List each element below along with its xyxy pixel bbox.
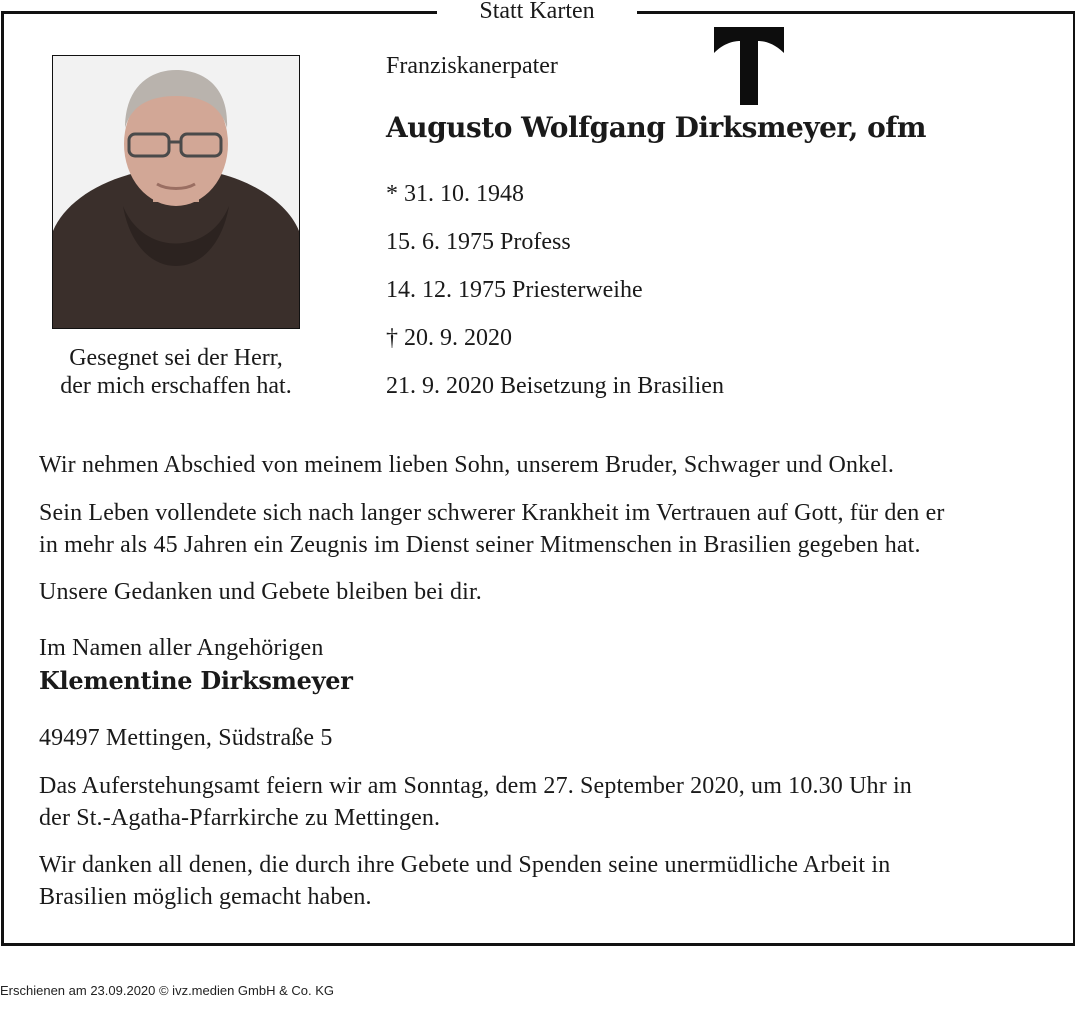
date-death: † 20. 9. 2020 [386,325,512,351]
message-paragraph-2-line-2: in mehr als 45 Jahren ein Zeugnis im Dienst seiner Mitmenschen in Brasilien gegeben hat. [39,532,921,558]
message-paragraph-3: Unsere Gedanken und Gebete bleiben bei dir. [39,579,482,605]
deceased-title: Franziskanerpater [386,53,558,79]
message-paragraph-1: Wir nehmen Abschied von meinem lieben Sohn, unserem Bruder, Schwager und Onkel. [39,452,895,478]
portrait-photo [52,55,300,329]
service-notice [39,770,1039,834]
header-label: Statt Karten [437,0,637,25]
date-birth: * 31. 10. 1948 [386,181,524,207]
motto-line-1: Gesegnet sei der Herr, [69,345,283,371]
service-line-2: der St.-Agatha-Pfarrkirche zu Mettingen. [39,805,441,831]
portrait-image [53,56,299,328]
publication-footer: Erschienen am 23.09.2020 © ivz.medien GmbH & Co. KG [0,983,335,998]
thanks-line-1: Wir danken all denen, die durch ihre Gebete und Spenden seine unermüdliche Arbeit in [39,852,891,878]
tau-cross-icon [714,27,784,105]
date-burial: 21. 9. 2020 Beisetzung in Brasilien [386,373,724,399]
thanks-line-2: Brasilien möglich gemacht haben. [39,884,372,910]
life-dates [386,178,724,418]
signature-intro: Im Namen aller Angehörigen [39,635,324,661]
date-profess: 15. 6. 1975 Profess [386,229,571,255]
signature-address: 49497 Mettingen, Südstraße 5 [39,725,333,751]
service-line-1: Das Auferstehungsamt feiern wir am Sonntag, dem 27. September 2020, um 10.30 Uhr in [39,773,912,799]
message-paragraph-2-line-1: Sein Leben vollendete sich nach langer schwerer Krankheit im Vertrauen auf Gott, für den er [39,500,945,526]
message-paragraph-2 [39,497,1039,561]
date-ordination: 14. 12. 1975 Priesterweihe [386,277,643,303]
motto-line-2: der mich erschaffen hat. [60,373,292,399]
motto [30,344,322,400]
thanks-notice [39,849,1039,913]
deceased-name: Augusto Wolfgang Dirksmeyer, ofm [386,111,926,144]
signature-name: Klementine Dirksmeyer [39,666,353,695]
